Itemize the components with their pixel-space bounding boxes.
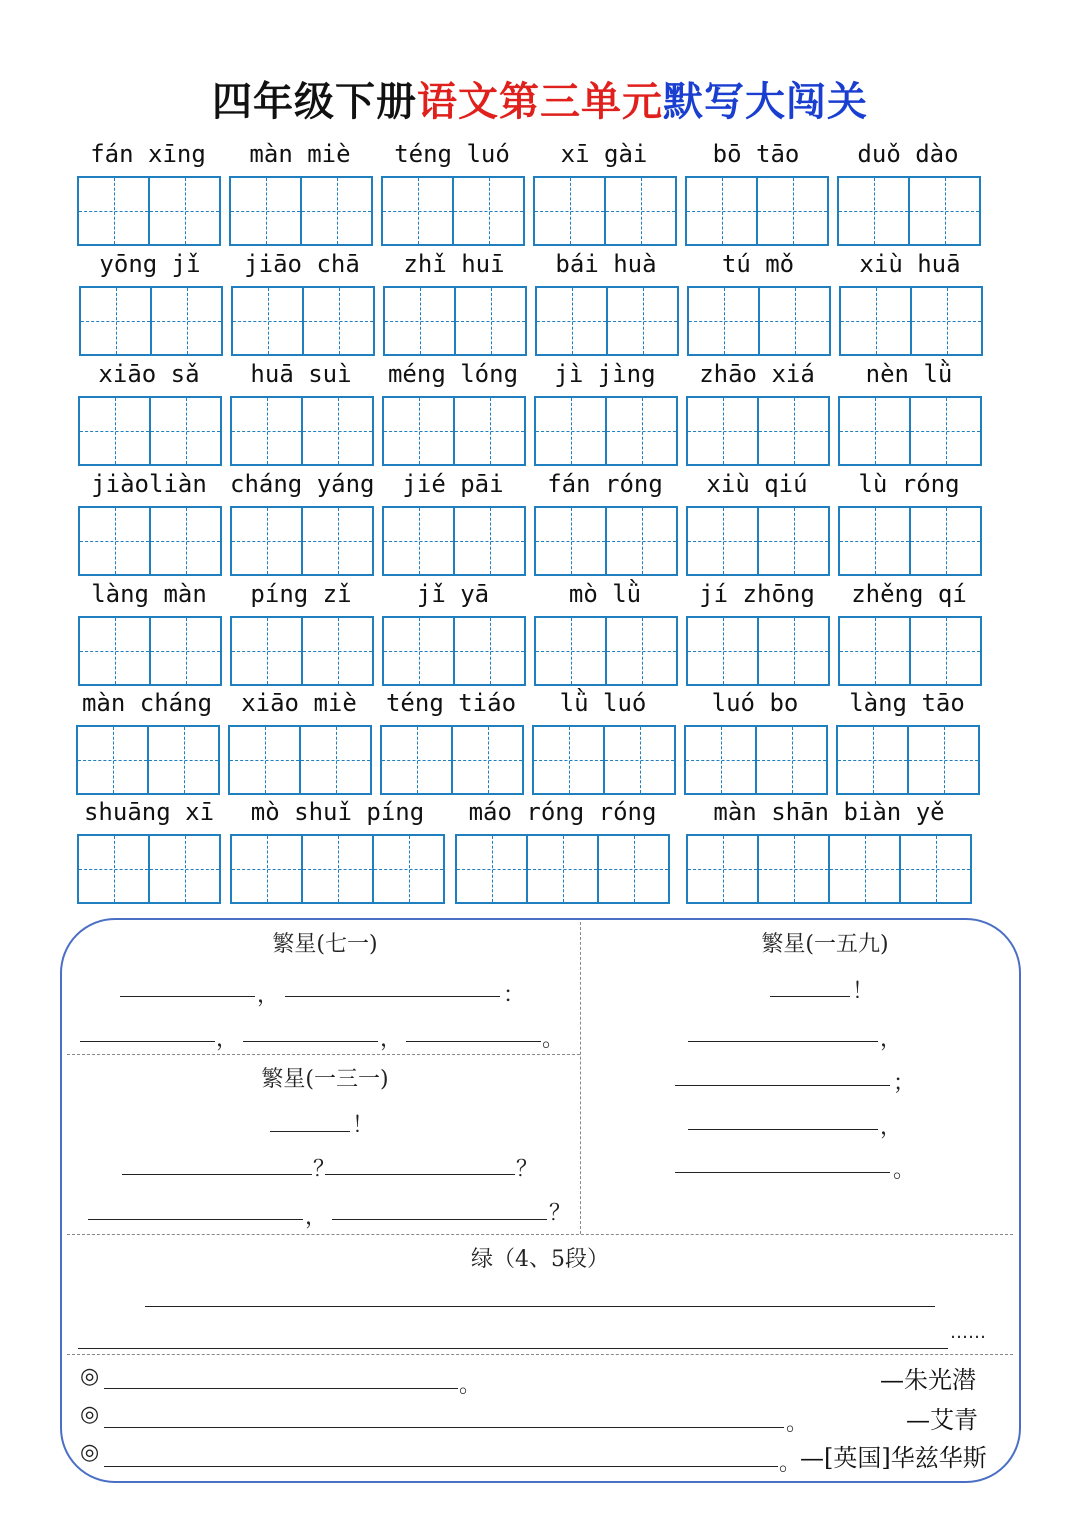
punctuation: ！ <box>352 1113 375 1138</box>
pinyin-label: jì jìng <box>554 360 656 388</box>
pinyin-label: zhěng qí <box>851 580 967 608</box>
section-divider-bottom <box>67 1354 1013 1355</box>
tianzige-cell[interactable] <box>830 836 901 902</box>
pinyin-label: bái huà <box>555 250 657 278</box>
tianzige-cell[interactable] <box>688 398 759 464</box>
pinyin-row <box>0 140 1080 250</box>
punctuation: ， <box>880 1027 903 1052</box>
title-part-3: 默写大闯关 <box>663 78 868 125</box>
punctuation: ， <box>257 983 280 1008</box>
tianzige-cell[interactable] <box>231 178 302 244</box>
pinyin-label: màn miè <box>249 140 351 168</box>
tianzige-cell[interactable] <box>759 508 828 574</box>
answer-line[interactable] <box>122 1174 312 1175</box>
tianzige-cell[interactable] <box>79 178 150 244</box>
answer-line[interactable] <box>332 1219 547 1220</box>
pinyin-label: cháng yáng <box>230 470 375 498</box>
tianzige-cell[interactable] <box>686 727 757 793</box>
tianzige-cell[interactable] <box>151 618 220 684</box>
answer-line[interactable] <box>120 996 255 997</box>
punctuation: 。 <box>786 1411 809 1436</box>
tianzige-cell[interactable] <box>456 288 525 354</box>
writing-box[interactable] <box>686 396 830 466</box>
pinyin-label: zhǐ huī <box>403 250 505 278</box>
tianzige-cell[interactable] <box>838 727 909 793</box>
quote-author: —[英国]华兹华斯 <box>800 1444 987 1472</box>
tianzige-cell[interactable] <box>149 727 218 793</box>
pinyin-label: jié pāi <box>402 470 504 498</box>
pinyin-label: xiù qiú <box>706 470 808 498</box>
tianzige-cell[interactable] <box>382 727 453 793</box>
pinyin-label: jiàoliàn <box>91 470 207 498</box>
writing-box[interactable] <box>535 286 679 356</box>
tianzige-cell[interactable] <box>688 618 759 684</box>
pinyin-label: luó bo <box>711 689 799 717</box>
tianzige-cell[interactable] <box>528 836 599 902</box>
pinyin-row <box>0 250 1080 360</box>
tianzige-cell[interactable] <box>79 836 150 902</box>
pinyin-label: méng lóng <box>387 360 519 388</box>
writing-box[interactable] <box>534 506 678 576</box>
writing-box[interactable] <box>837 176 981 246</box>
tianzige-cell[interactable] <box>232 508 303 574</box>
tianzige-cell[interactable] <box>688 836 759 902</box>
pinyin-label: màn shān biàn yě <box>713 798 945 826</box>
punctuation: ； <box>893 1071 916 1096</box>
tianzige-cell[interactable] <box>687 178 758 244</box>
pinyin-row <box>0 360 1080 470</box>
section-title-green: 绿（4、5段） <box>471 1247 609 1272</box>
pinyin-label: yōng jǐ <box>99 250 201 278</box>
title-part-1: 四年级下册 <box>212 78 417 125</box>
answer-line[interactable] <box>104 1427 784 1428</box>
answer-line[interactable] <box>88 1219 303 1220</box>
tianzige-cell[interactable] <box>385 288 456 354</box>
writing-box[interactable] <box>79 286 223 356</box>
punctuation: ， <box>216 1027 239 1052</box>
dictation-panel <box>60 918 1021 1483</box>
writing-box[interactable] <box>686 506 830 576</box>
tianzige-cell[interactable] <box>384 398 455 464</box>
writing-box[interactable] <box>77 176 221 246</box>
tianzige-cell[interactable] <box>454 178 523 244</box>
tianzige-cell[interactable] <box>384 618 455 684</box>
tianzige-cell[interactable] <box>150 178 219 244</box>
answer-line[interactable] <box>80 1041 215 1042</box>
pinyin-label: téng luó <box>394 140 510 168</box>
tianzige-cell[interactable] <box>688 508 759 574</box>
writing-box[interactable] <box>685 176 829 246</box>
answer-line[interactable] <box>104 1466 778 1467</box>
punctuation: ， <box>305 1205 328 1230</box>
pinyin-label: huā suì <box>250 360 352 388</box>
tianzige-cell[interactable] <box>607 508 676 574</box>
pinyin-label: lù róng <box>858 470 960 498</box>
pinyin-label: mò lǜ <box>568 580 642 608</box>
tianzige-cell[interactable] <box>605 727 674 793</box>
quote-bullet: ◎ <box>80 1364 100 1389</box>
answer-line[interactable] <box>325 1174 515 1175</box>
tianzige-cell[interactable] <box>304 288 373 354</box>
tianzige-cell[interactable] <box>151 508 220 574</box>
quote-author: —朱光潜 <box>880 1366 976 1394</box>
tianzige-cell[interactable] <box>537 288 608 354</box>
tianzige-cell[interactable] <box>599 836 668 902</box>
tianzige-cell[interactable] <box>303 508 372 574</box>
tianzige-cell[interactable] <box>384 508 455 574</box>
tianzige-cell[interactable] <box>607 618 676 684</box>
section-title-fanxing-159: 繁星(一五九) <box>761 932 889 957</box>
tianzige-cell[interactable] <box>839 178 910 244</box>
writing-box[interactable] <box>684 725 828 795</box>
tianzige-cell[interactable] <box>302 178 371 244</box>
section-title-fanxing-131: 繁星(一三一) <box>261 1067 389 1092</box>
tianzige-cell[interactable] <box>840 398 911 464</box>
tianzige-cell[interactable] <box>230 727 301 793</box>
writing-box[interactable] <box>228 725 372 795</box>
writing-box[interactable] <box>383 286 527 356</box>
writing-box[interactable] <box>381 176 525 246</box>
writing-box[interactable] <box>839 286 983 356</box>
answer-line[interactable] <box>675 1172 890 1173</box>
tianzige-cell[interactable] <box>457 836 528 902</box>
punctuation: ， <box>380 1027 403 1052</box>
writing-box[interactable] <box>230 396 374 466</box>
tianzige-cell[interactable] <box>911 398 980 464</box>
writing-box[interactable] <box>78 506 222 576</box>
writing-box[interactable] <box>78 616 222 686</box>
tianzige-cell[interactable] <box>841 288 912 354</box>
tianzige-cell[interactable] <box>78 727 149 793</box>
quote-bullet: ◎ <box>80 1402 100 1427</box>
tianzige-cell[interactable] <box>455 398 524 464</box>
section-title-fanxing-71: 繁星(七一) <box>272 932 378 957</box>
writing-box[interactable] <box>231 286 375 356</box>
writing-box[interactable] <box>533 176 677 246</box>
pinyin-label: tú mǒ <box>721 250 795 278</box>
answer-line[interactable] <box>78 1348 948 1349</box>
pinyin-label: fán róng <box>547 470 663 498</box>
writing-box[interactable] <box>532 725 676 795</box>
writing-box[interactable] <box>382 396 526 466</box>
tianzige-cell[interactable] <box>607 398 676 464</box>
tianzige-cell[interactable] <box>689 288 760 354</box>
punctuation: ： <box>503 983 526 1008</box>
tianzige-cell[interactable] <box>758 178 827 244</box>
ellipsis: …… <box>950 1322 986 1343</box>
punctuation: ？ <box>549 1201 572 1226</box>
tianzige-cell[interactable] <box>909 727 978 793</box>
tianzige-cell[interactable] <box>535 178 606 244</box>
pinyin-label: mò shuǐ píng <box>250 798 425 826</box>
writing-box[interactable] <box>78 396 222 466</box>
writing-box[interactable] <box>534 616 678 686</box>
section-divider-vertical <box>580 922 581 1234</box>
writing-box[interactable] <box>455 834 670 904</box>
pinyin-label: jǐ yā <box>416 580 490 608</box>
writing-box[interactable] <box>230 834 445 904</box>
pinyin-row <box>0 580 1080 690</box>
tianzige-cell[interactable] <box>301 727 370 793</box>
tianzige-cell[interactable] <box>303 618 372 684</box>
pinyin-row <box>0 689 1080 799</box>
punctuation: 。 <box>893 1158 916 1183</box>
writing-box[interactable] <box>838 506 982 576</box>
writing-box[interactable] <box>534 396 678 466</box>
tianzige-cell[interactable] <box>606 178 675 244</box>
pinyin-label: jí zhōng <box>699 580 815 608</box>
tianzige-cell[interactable] <box>910 178 979 244</box>
writing-box[interactable] <box>838 616 982 686</box>
tianzige-cell[interactable] <box>911 618 980 684</box>
writing-box[interactable] <box>380 725 524 795</box>
tianzige-cell[interactable] <box>534 727 605 793</box>
punctuation: 。 <box>542 1027 565 1052</box>
tianzige-cell[interactable] <box>608 288 677 354</box>
writing-box[interactable] <box>230 506 374 576</box>
tianzige-cell[interactable] <box>455 508 524 574</box>
pinyin-label: duǒ dào <box>857 140 959 168</box>
pinyin-row <box>0 798 1080 908</box>
punctuation: ！ <box>852 979 875 1004</box>
pinyin-label: màn cháng <box>81 689 213 717</box>
answer-line[interactable] <box>285 996 500 997</box>
pinyin-label: bō tāo <box>712 140 800 168</box>
section-divider-middle <box>67 1234 1013 1235</box>
pinyin-label: xiāo sǎ <box>98 360 200 388</box>
pinyin-label: xiāo miè <box>241 689 357 717</box>
answer-line[interactable] <box>675 1085 890 1086</box>
answer-line[interactable] <box>145 1306 935 1307</box>
tianzige-cell[interactable] <box>232 398 303 464</box>
writing-box[interactable] <box>836 725 980 795</box>
page-title <box>0 70 1080 127</box>
pinyin-label: píng zǐ <box>250 580 352 608</box>
answer-line[interactable] <box>243 1041 378 1042</box>
answer-line[interactable] <box>406 1041 541 1042</box>
pinyin-label: zhāo xiá <box>699 360 815 388</box>
writing-box[interactable] <box>686 616 830 686</box>
pinyin-label: jiāo chā <box>244 250 360 278</box>
section-divider-left <box>67 1054 580 1055</box>
tianzige-cell[interactable] <box>759 836 830 902</box>
tianzige-cell[interactable] <box>80 398 151 464</box>
tianzige-cell[interactable] <box>912 288 981 354</box>
pinyin-label: làng màn <box>91 580 207 608</box>
tianzige-cell[interactable] <box>374 836 443 902</box>
punctuation: 。 <box>779 1451 802 1476</box>
tianzige-cell[interactable] <box>536 618 607 684</box>
tianzige-cell[interactable] <box>901 836 970 902</box>
tianzige-cell[interactable] <box>455 618 524 684</box>
tianzige-cell[interactable] <box>233 288 304 354</box>
answer-line[interactable] <box>104 1388 458 1389</box>
pinyin-label: fán xīng <box>90 140 206 168</box>
writing-box[interactable] <box>687 286 831 356</box>
tianzige-cell[interactable] <box>759 618 828 684</box>
quote-bullet: ◎ <box>80 1440 100 1465</box>
writing-box[interactable] <box>77 834 221 904</box>
pinyin-label: làng tāo <box>849 689 965 717</box>
pinyin-label: máo róng róng <box>468 798 657 826</box>
punctuation: 。 <box>459 1373 482 1398</box>
tianzige-cell[interactable] <box>383 178 454 244</box>
pinyin-label: xiù huā <box>859 250 961 278</box>
quote-author: —艾青 <box>906 1406 978 1434</box>
pinyin-label: lǜ luó <box>559 689 647 717</box>
tianzige-cell[interactable] <box>911 508 980 574</box>
tianzige-cell[interactable] <box>536 398 607 464</box>
writing-box[interactable] <box>382 506 526 576</box>
pinyin-label: nèn lǜ <box>865 360 953 388</box>
tianzige-cell[interactable] <box>81 288 152 354</box>
writing-box[interactable] <box>230 616 374 686</box>
writing-box[interactable] <box>686 834 972 904</box>
punctuation: ？ <box>313 1157 336 1182</box>
tianzige-cell[interactable] <box>760 288 829 354</box>
punctuation: ， <box>880 1115 903 1140</box>
tianzige-cell[interactable] <box>232 836 303 902</box>
tianzige-cell[interactable] <box>150 836 219 902</box>
tianzige-cell[interactable] <box>840 618 911 684</box>
tianzige-cell[interactable] <box>757 727 826 793</box>
pinyin-row <box>0 470 1080 580</box>
title-part-2: 语文第三单元 <box>417 78 663 125</box>
writing-box[interactable] <box>229 176 373 246</box>
answer-line[interactable] <box>688 1041 878 1042</box>
tianzige-cell[interactable] <box>232 618 303 684</box>
tianzige-cell[interactable] <box>80 508 151 574</box>
punctuation: ？ <box>516 1157 539 1182</box>
tianzige-cell[interactable] <box>152 288 221 354</box>
writing-box[interactable] <box>838 396 982 466</box>
answer-line[interactable] <box>770 996 850 997</box>
tianzige-cell[interactable] <box>151 398 220 464</box>
pinyin-label: xī gài <box>560 140 648 168</box>
pinyin-label: shuāng xī <box>83 798 215 826</box>
pinyin-label: téng tiáo <box>385 689 517 717</box>
tianzige-cell[interactable] <box>80 618 151 684</box>
answer-line[interactable] <box>688 1129 878 1130</box>
tianzige-cell[interactable] <box>453 727 522 793</box>
tianzige-cell[interactable] <box>303 398 372 464</box>
tianzige-cell[interactable] <box>759 398 828 464</box>
answer-line[interactable] <box>270 1131 350 1132</box>
writing-box[interactable] <box>76 725 220 795</box>
tianzige-cell[interactable] <box>536 508 607 574</box>
tianzige-cell[interactable] <box>303 836 374 902</box>
tianzige-cell[interactable] <box>840 508 911 574</box>
writing-box[interactable] <box>382 616 526 686</box>
